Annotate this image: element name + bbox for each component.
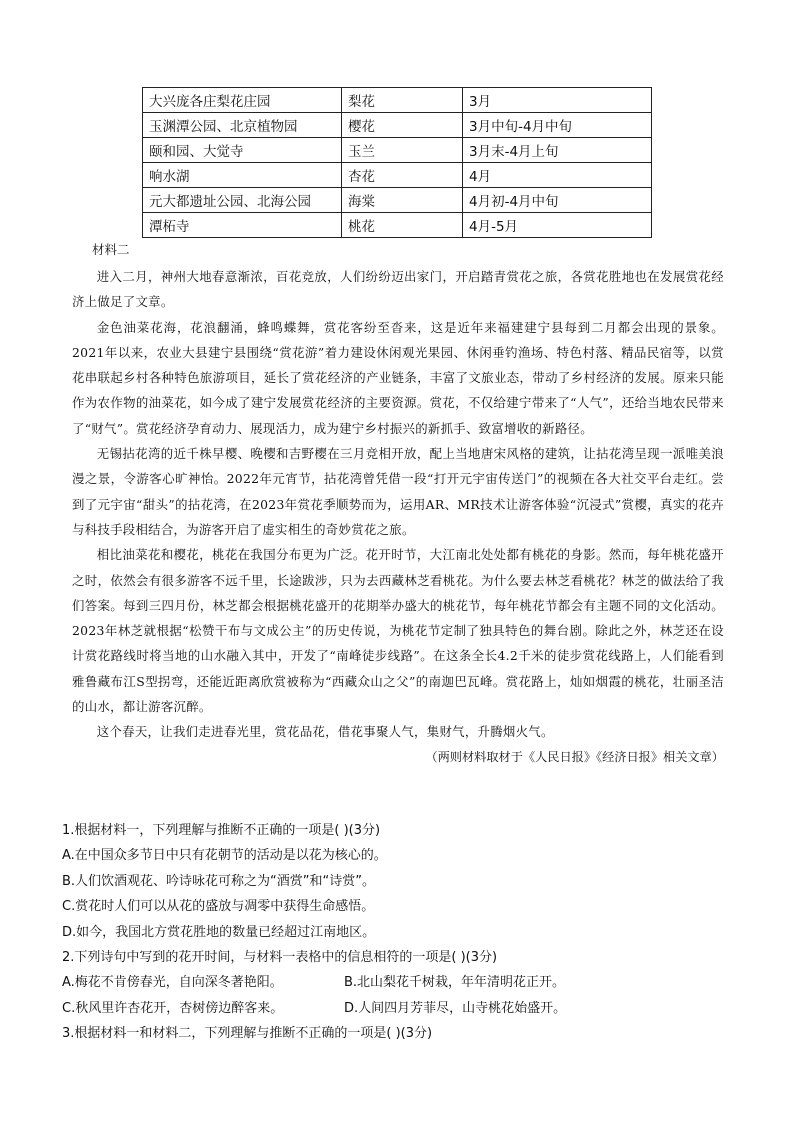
question-1-option-b: B.人们饮酒观花、吟诗咏花可称之为“酒赏”和“诗赏”。 [62, 873, 375, 889]
question-1-option-a: A.在中国众多节日中只有花朝节的活动是以花为核心的。 [62, 848, 387, 864]
question-2-option-b: B.北山梨花千树栽，年年清明花正开。 [344, 975, 566, 991]
table-row [143, 188, 652, 213]
time-cell: 3月末-4月上旬 [463, 138, 652, 163]
question-2-stem: 2.下列诗句中写到的花开时间，与材料一表格中的信息相符的一项是( )(3分) [62, 949, 498, 965]
place-cell: 响水湖 [143, 163, 342, 188]
flower-schedule-table [142, 87, 652, 238]
question-1-option-d: D.如今，我国北方赏花胜地的数量已经超过江南地区。 [62, 924, 376, 940]
question-2-option-a: A.梅花不肯傍春光，自向深冬著艳阳。 [62, 975, 283, 991]
time-cell: 3月 [463, 88, 652, 113]
question-2-options-row-2 [62, 996, 732, 1021]
table-row [143, 113, 652, 138]
flower-cell: 桃花 [342, 213, 463, 238]
question-3-stem: 3.根据材料一和材料二，下列理解与推断不正确的一项是( )(3分) [62, 1026, 433, 1042]
flower-cell: 梨花 [342, 88, 463, 113]
paragraph: 这个春天，让我们走进春光里，赏花品花，借花事聚人气，集财气，升腾烟火气。 [96, 724, 554, 740]
paragraph: 金色油菜花海，花浪翻涌，蜂鸣蝶舞，赏花客纷至沓来，这是近年来福建建宁县每到二月都会出现的景象。2021年以来，农业大县建宁县围绕“赏花游”着力建设休闲观光果园、休闲垂钓渔场、特色村落、精品民宿等，以赏花串联起乡村各种特色旅游项目，延长了赏花经济的产业链条，丰富了文旅业态，带动了乡村经济的发展。原来只能作为农作物的油菜花，如今成了建宁发展赏花经济的主要资源。赏花，不仅给建宁带来了“人气”，还给当地农民带来了“财气”。赏花经济孕育动力、展现活力，成为建宁乡村振兴的新抓手、致富增收的新路径。 [72, 319, 724, 436]
place-cell: 颐和园、大觉寺 [143, 138, 342, 163]
place-cell: 玉渊潭公园、北京植物园 [143, 113, 342, 138]
question-2-option-d: D.人间四月芳菲尽，山寺桃花始盛开。 [344, 1000, 567, 1016]
paragraph: 相比油菜花和樱花，桃花在我国分布更为广泛。花开时节，大江南北处处都有桃花的身影。然而，每年桃花盛开之时，依然会有很多游客不远千里，长途跋涉，只为去西藏林芝看桃花。为什么要去林芝看桃花？林芝的做法给了我们答案。每到三四月份，林芝都会根据桃花盛开的花期举办盛大的桃花节，每年桃花节都会有主题不同的文化活动。2023年林芝就根据“松赞干布与文成公主”的历史传说，为桃花节定制了独具特色的舞台剧。除此之外，林芝还在设计赏花路线时将当地的山水融入其中，开发了“南峰徒步线路”。在这条全长4.2千米的徒步赏花线路上，人们能看到雅鲁藏布江S型拐弯，还能近距离欣赏被称为“西藏众山之父”的南迦巴瓦峰。赏花路上，灿如烟霞的桃花，壮丽圣洁的山水，都让游客沉醉。 [72, 547, 724, 715]
table-row [143, 163, 652, 188]
time-cell: 4月初-4月中旬 [463, 188, 652, 213]
flower-cell: 海棠 [342, 188, 463, 213]
paragraph: 无锡拈花湾的近千株早樱、晚樱和吉野樱在三月竞相开放，配上当地唐宋风格的建筑，让拈花湾呈现一派唯美浪漫之景，令游客心旷神怡。2022年元宵节，拈花湾曾凭借一段“打开元宇宙传送门”的视频在各大社交平台走红。尝到了元宇宙“甜头”的拈花湾，在2023年赏花季顺势而为，运用AR、MR技术让游客体验“沉浸式”赏樱，真实的花卉与科技手段相结合，为游客开启了虚实相生的奇妙赏花之旅。 [72, 446, 724, 537]
time-cell: 3月中旬-4月中旬 [463, 113, 652, 138]
time-cell: 4月-5月 [463, 213, 652, 238]
question-2-options-row-1 [62, 970, 732, 995]
place-cell: 元大都遗址公园、北海公园 [143, 188, 342, 213]
flower-cell: 樱花 [342, 113, 463, 138]
question-1-option-c: C.赏花时人们可以从花的盛放与凋零中获得生命感悟。 [62, 899, 375, 915]
time-cell: 4月 [463, 163, 652, 188]
place-cell: 潭柘寺 [143, 213, 342, 238]
flower-cell: 杏花 [342, 163, 463, 188]
paragraph: 进入二月，神州大地春意渐浓，百花竞放，人们纷纷迈出家门，开启踏青赏花之旅，各赏花胜地也在发展赏花经济上做足了文章。 [72, 269, 724, 310]
table-row [143, 138, 652, 163]
source-note: （两则材料取材于《人民日报》《经济日报》相关文章） [425, 749, 724, 764]
place-cell: 大兴庞各庄梨花庄园 [143, 88, 342, 113]
questions-section [62, 818, 732, 1047]
material-2-body [72, 264, 724, 770]
question-1-stem: 1.根据材料一，下列理解与推断不正确的一项是( )(3分) [62, 823, 381, 838]
table-row [143, 88, 652, 113]
material-2-title: 材料二 [92, 242, 130, 257]
question-2-option-c: C.秋风里许杏花开，杏树傍边醉客来。 [62, 1000, 284, 1016]
table-row [143, 213, 652, 238]
flower-cell: 玉兰 [342, 138, 463, 163]
